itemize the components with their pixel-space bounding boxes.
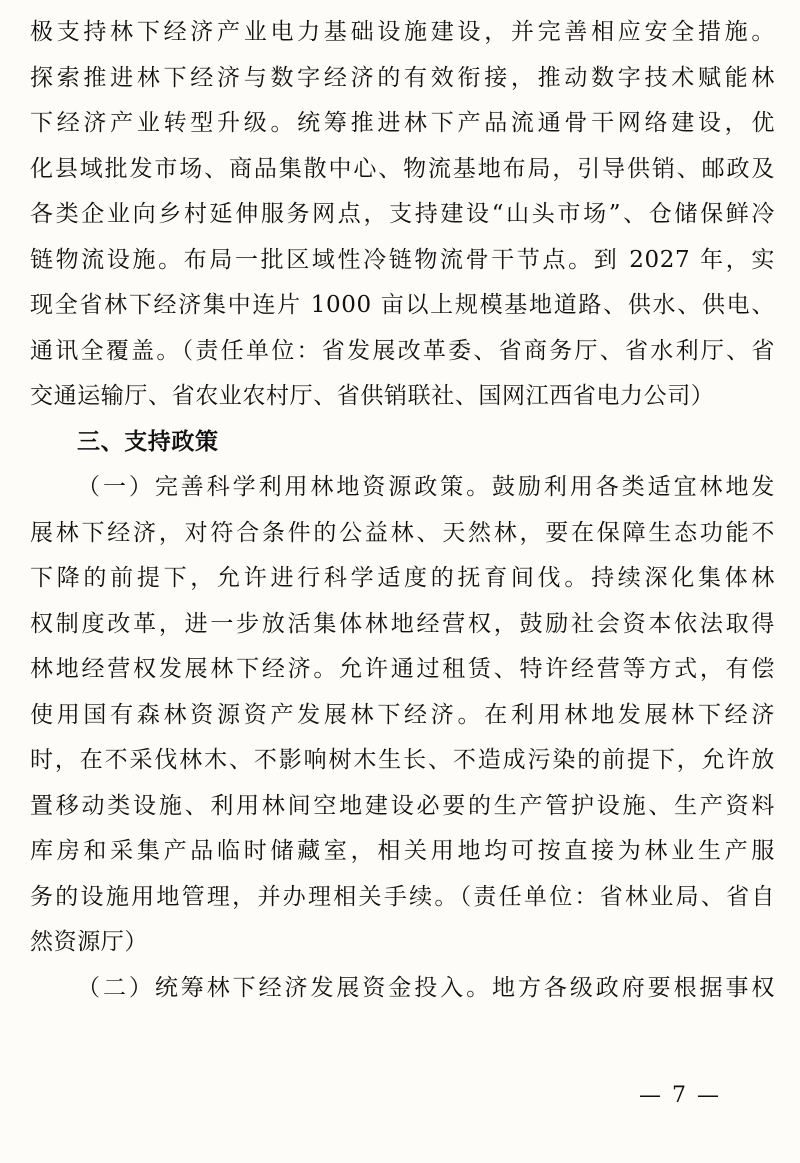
text-line: 林地经营权发展林下经济。允许通过租赁、特许经营等方式，有偿	[30, 656, 775, 682]
text-line: 下经济产业转型升级。统筹推进林下产品流通骨干网络建设，优	[30, 110, 775, 136]
text-line: 使用国有森林资源资产发展林下经济。在利用林地发展林下经济	[30, 701, 775, 728]
text-line: 库房和采集产品临时储藏室，相关用地均可按直接为林业生产服	[30, 838, 775, 864]
subsection-heading-line: （二）统筹林下经济发展资金投入。地方各级政府要根据事权	[77, 974, 775, 1001]
text-line: 链物流设施。布局一批区域性冷链物流骨干节点。到 2027 年，实	[30, 246, 775, 273]
subsection-heading-line: （一）完善科学利用林地资源政策。鼓励利用各类适宜林地发	[77, 474, 775, 500]
text-line: 通讯全覆盖。（责任单位：省发展改革委、省商务厅、省水利厅、省	[30, 337, 775, 364]
document-body	[30, 10, 775, 1011]
text-line: 交通运输厅、省农业农村厅、省供销联社、国网江西省电力公司）	[30, 383, 715, 409]
text-line: 现全省林下经济集中连片 1000 亩以上规模基地道路、供水、供电、	[30, 292, 775, 318]
text-line: 权制度改革，进一步放活集体林地经营权，鼓励社会资本依法取得	[30, 610, 775, 637]
text-line: 时，在不采伐林木、不影响树木生长、不造成污染的前提下，允许放	[30, 747, 775, 773]
text-line: 化县域批发市场、商品集散中心、物流基地布局，引导供销、邮政及	[30, 155, 775, 182]
section-heading: 三、支持政策	[77, 428, 219, 455]
text-line: 探索推进林下经济与数字经济的有效衔接，推动数字技术赋能林	[30, 64, 775, 91]
page-number: — 7 —	[639, 1083, 721, 1108]
text-line: 各类企业向乡村延伸服务网点，支持建设“山头市场”、仓储保鲜冷	[30, 201, 775, 227]
text-line: 置移动类设施、利用林间空地建设必要的生产管护设施、生产资料	[30, 792, 775, 819]
text-line: 下降的前提下，允许进行科学适度的抚育间伐。持续深化集体林	[30, 565, 775, 591]
text-line: 务的设施用地管理，并办理相关手续。（责任单位：省林业局、省自	[30, 883, 775, 910]
text-line: 极支持林下经济产业电力基础设施建设，并完善相应安全措施。	[30, 19, 775, 45]
text-line: 展林下经济，对符合条件的公益林、天然林，要在保障生态功能不	[30, 519, 775, 546]
text-line: 然资源厅）	[30, 929, 148, 955]
